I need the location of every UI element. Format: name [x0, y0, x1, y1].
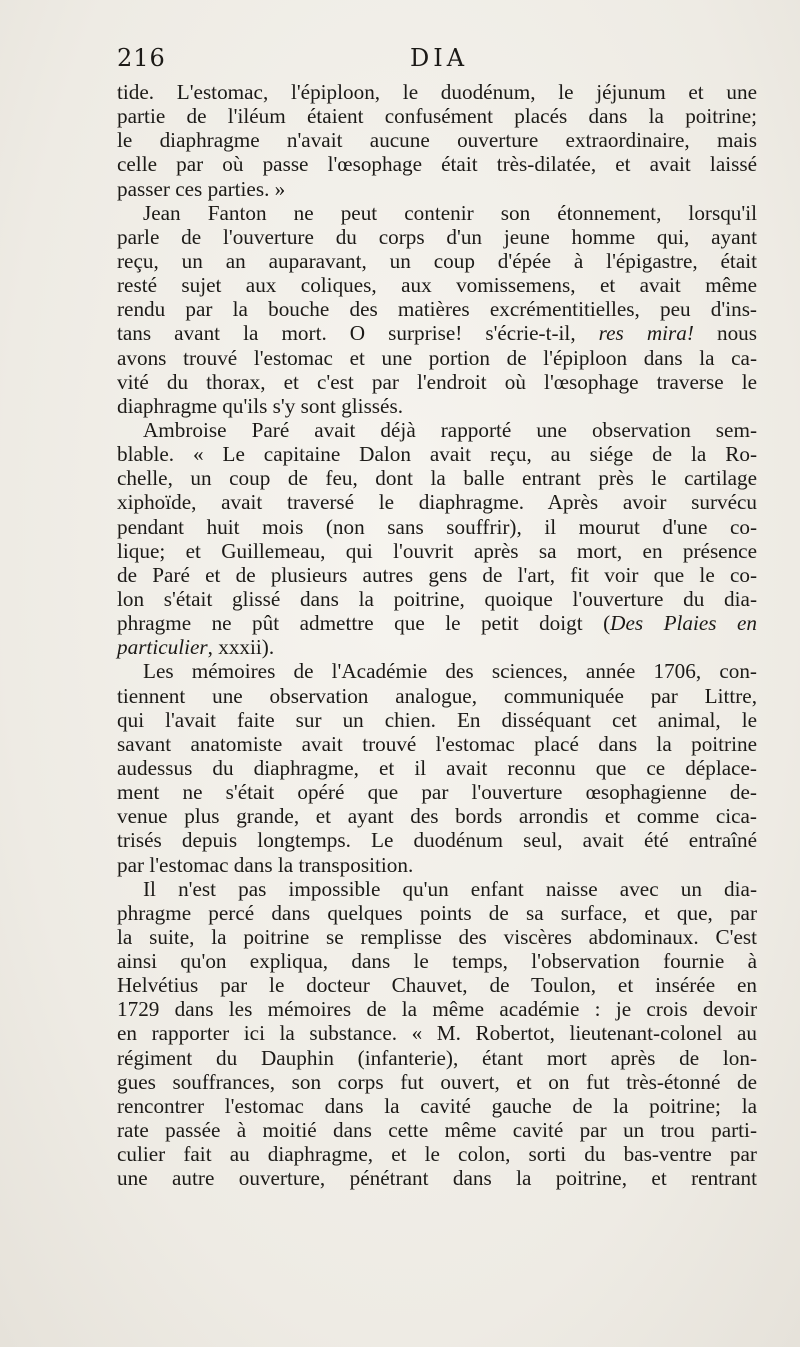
text-line: vité du thorax, et c'est par l'endroit où l'œsophage traverse le [117, 369, 757, 394]
text-line: Il n'est pas impossible qu'un enfant naisse avec un dia- [143, 876, 757, 901]
text-line: avons trouvé l'estomac et une portion de l'épiploon dans la ca- [117, 345, 757, 370]
text-line: resté sujet aux coliques, aux vomissemens, et avait même [117, 273, 757, 298]
text-line: une autre ouverture, pénétrant dans la poitrine, et rentrant [117, 1166, 757, 1191]
text-line: chelle, un coup de feu, dont la balle entrant près le cartilage [117, 466, 757, 491]
text-line: rendu par la bouche des matières excrémentitielles, peu d'ins- [117, 297, 757, 322]
text-line: 1729 dans les mémoires de la même académie : je crois devoir [117, 997, 757, 1022]
text-line: en rapporter ici la substance. « M. Robertot, lieutenant-colonel au [117, 1021, 757, 1046]
text-line: gues souffrances, son corps fut ouvert, et on fut très-étonné de [117, 1069, 757, 1094]
text-line: blable. « Le capitaine Dalon avait reçu, au siége de la Ro- [117, 442, 757, 467]
running-head: DIA [410, 44, 469, 72]
text-line: rencontrer l'estomac dans la cavité gauche de la poitrine; la [117, 1093, 757, 1118]
text-line: qui l'avait faite sur un chien. En disséquant cet animal, le [117, 707, 757, 732]
text-line: audessus du diaphragme, et il avait reconnu que ce déplace- [117, 755, 757, 780]
page-number: 216 [117, 44, 166, 72]
text-line: le diaphragme n'avait aucune ouverture extraordinaire, mais [117, 128, 757, 153]
text-line: rate passée à moitié dans cette même cavité par un trou parti- [117, 1118, 757, 1143]
text-line: venue plus grande, et ayant des bords arrondis et comme cica- [117, 804, 757, 829]
text-line: la suite, la poitrine se remplisse des viscères abdominaux. C'est [117, 924, 757, 949]
text-line: culier fait au diaphragme, et le colon, sorti du bas-ventre par [117, 1142, 757, 1167]
text-line: parle de l'ouverture du corps d'un jeune homme qui, ayant [117, 224, 757, 249]
page-header [117, 44, 757, 76]
body-text [117, 80, 757, 1190]
text-line: Jean Fanton ne peut contenir son étonnement, lorsqu'il [143, 200, 757, 225]
text-line: xiphoïde, avait traversé le diaphragme. Après avoir survécu [117, 490, 757, 515]
text-line: de Paré et de plusieurs autres gens de l'art, fit voir que le co- [117, 562, 757, 587]
text-line: ainsi qu'on expliqua, dans le temps, l'observation fournie à [117, 949, 757, 974]
text-line: pendant huit mois (non sans souffrir), il mourut d'une co- [117, 514, 757, 539]
text-line: partie de l'iléum étaient confusément placés dans la poitrine; [117, 104, 757, 129]
text-line: particulier, xxxii). [117, 635, 275, 660]
text-line: reçu, un an auparavant, un coup d'épée à l'épigastre, était [117, 248, 757, 273]
text-line: phragme percé dans quelques points de sa surface, et que, par [117, 900, 757, 925]
text-line: tide. L'estomac, l'épiploon, le duodénum, le jéjunum et une [117, 80, 757, 104]
text-line: ment ne s'était opéré que par l'ouverture œsophagienne de- [117, 780, 757, 805]
text-line: savant anatomiste avait trouvé l'estomac placé dans la poitrine [117, 731, 757, 756]
text-line: celle par où passe l'œsophage était très-dilatée, et avait laissé [117, 152, 757, 177]
text-line: Helvétius par le docteur Chauvet, de Toulon, et insérée en [117, 973, 757, 998]
text-line: par l'estomac dans la transposition. [117, 852, 414, 877]
text-line: tans avant la mort. O surprise! s'écrie-t-il, res mira! nous [117, 321, 757, 346]
text-line: Ambroise Paré avait déjà rapporté une observation sem- [143, 417, 757, 442]
text-line: lon s'était glissé dans la poitrine, quoique l'ouverture du dia- [117, 586, 757, 611]
text-line: trisés depuis longtemps. Le duodénum seul, avait été entraîné [117, 828, 757, 853]
text-line: diaphragme qu'ils s'y sont glissés. [117, 393, 404, 418]
text-line: tiennent une observation analogue, communiquée par Littre, [117, 683, 757, 708]
text-line: Les mémoires de l'Académie des sciences, année 1706, con- [143, 659, 757, 684]
text-line: phragme ne pût admettre que le petit doigt (Des Plaies en [117, 611, 757, 636]
text-line: lique; et Guillemeau, qui l'ouvrit après sa mort, en présence [117, 538, 757, 563]
text-line: régiment du Dauphin (infanterie), étant mort après de lon- [117, 1045, 757, 1070]
text-line: passer ces parties. » [117, 176, 286, 201]
